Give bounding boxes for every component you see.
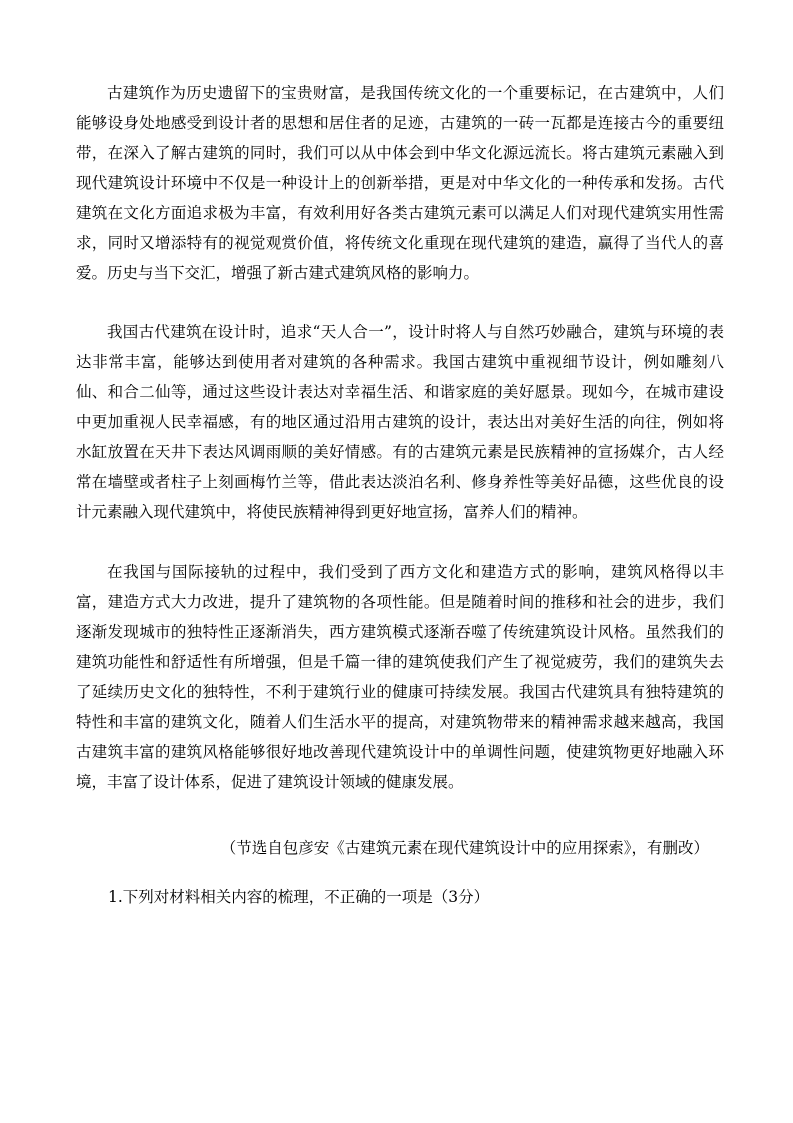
source-citation: （节选自包彦安《古建筑元素在现代建筑设计中的应用探索》，有删改） xyxy=(220,839,709,857)
paragraph-3: 在我国与国际接轨的过程中，我们受到了西方文化和建造方式的影响，建筑风格得以丰富，建造方式大力改进，提升了建筑物的各项性能。但是随着时间的推移和社会的进步，我们逐渐发现城市的独特性正逐渐消失，西方建筑模式逐渐吞噬了传统建筑设计风格。虽然我们的建筑功能性和舒适性有所增强，但是千篇一律的建筑使我们产生了视觉疲劳，我们的建筑失去了延续历史文化的独特性，不利于建筑行业的健康可持续发展。我国古代建筑具有独特建筑的特性和丰富的建筑文化，随着人们生活水平的提高，对建筑物带来的精神需求越来越高，我国古建筑丰富的建筑风格能够很好地改善现代建筑设计中的单调性问题，使建筑物更好地融入环境，丰富了设计体系，促进了建筑设计领域的健康发展。 xyxy=(76,563,724,791)
question-1: 1.下列对材料相关内容的梳理，不正确的一项是（3分） xyxy=(108,888,490,906)
paragraph-2: 我国古代建筑在设计时，追求“天人合一”，设计时将人与自然巧妙融合，建筑与环境的表达非常丰富，能够达到使用者对建筑的各种需求。我国古建筑中重视细节设计，例如雕刻八仙、和合二仙等，通过这些设计表达对幸福生活、和谐家庭的美好愿景。现如今，在城市建设中更加重视人民幸福感，有的地区通过沿用古建筑的设计，表达出对美好生活的向往，例如将水缸放置在天井下表达风调雨顺的美好情感。有的古建筑元素是民族精神的宣扬媒介，古人经常在墙壁或者柱子上刻画梅竹兰等，借此表达淡泊名利、修身养性等美好品德，这些优良的设计元素融入现代建筑中，将使民族精神得到更好地宣扬，富养人们的精神。 xyxy=(76,323,724,521)
paragraph-1: 古建筑作为历史遗留下的宝贵财富，是我国传统文化的一个重要标记，在古建筑中，人们能够设身处地感受到设计者的思想和居住者的足迹，古建筑的一砖一瓦都是连接古今的重要纽带，在深入了解古建筑的同时，我们可以从中体会到中华文化源远流长。将古建筑元素融入到现代建筑设计环境中不仅是一种设计上的创新举措，更是对中华文化的一种传承和发扬。古代建筑在文化方面追求极为丰富，有效利用好各类古建筑元素可以满足人们对现代建筑实用性需求，同时又增添特有的视觉观赏价值，将传统文化重现在现代建筑的建造，赢得了当代人的喜爱。历史与当下交汇，增强了新古建式建筑风格的影响力。 xyxy=(76,84,724,282)
